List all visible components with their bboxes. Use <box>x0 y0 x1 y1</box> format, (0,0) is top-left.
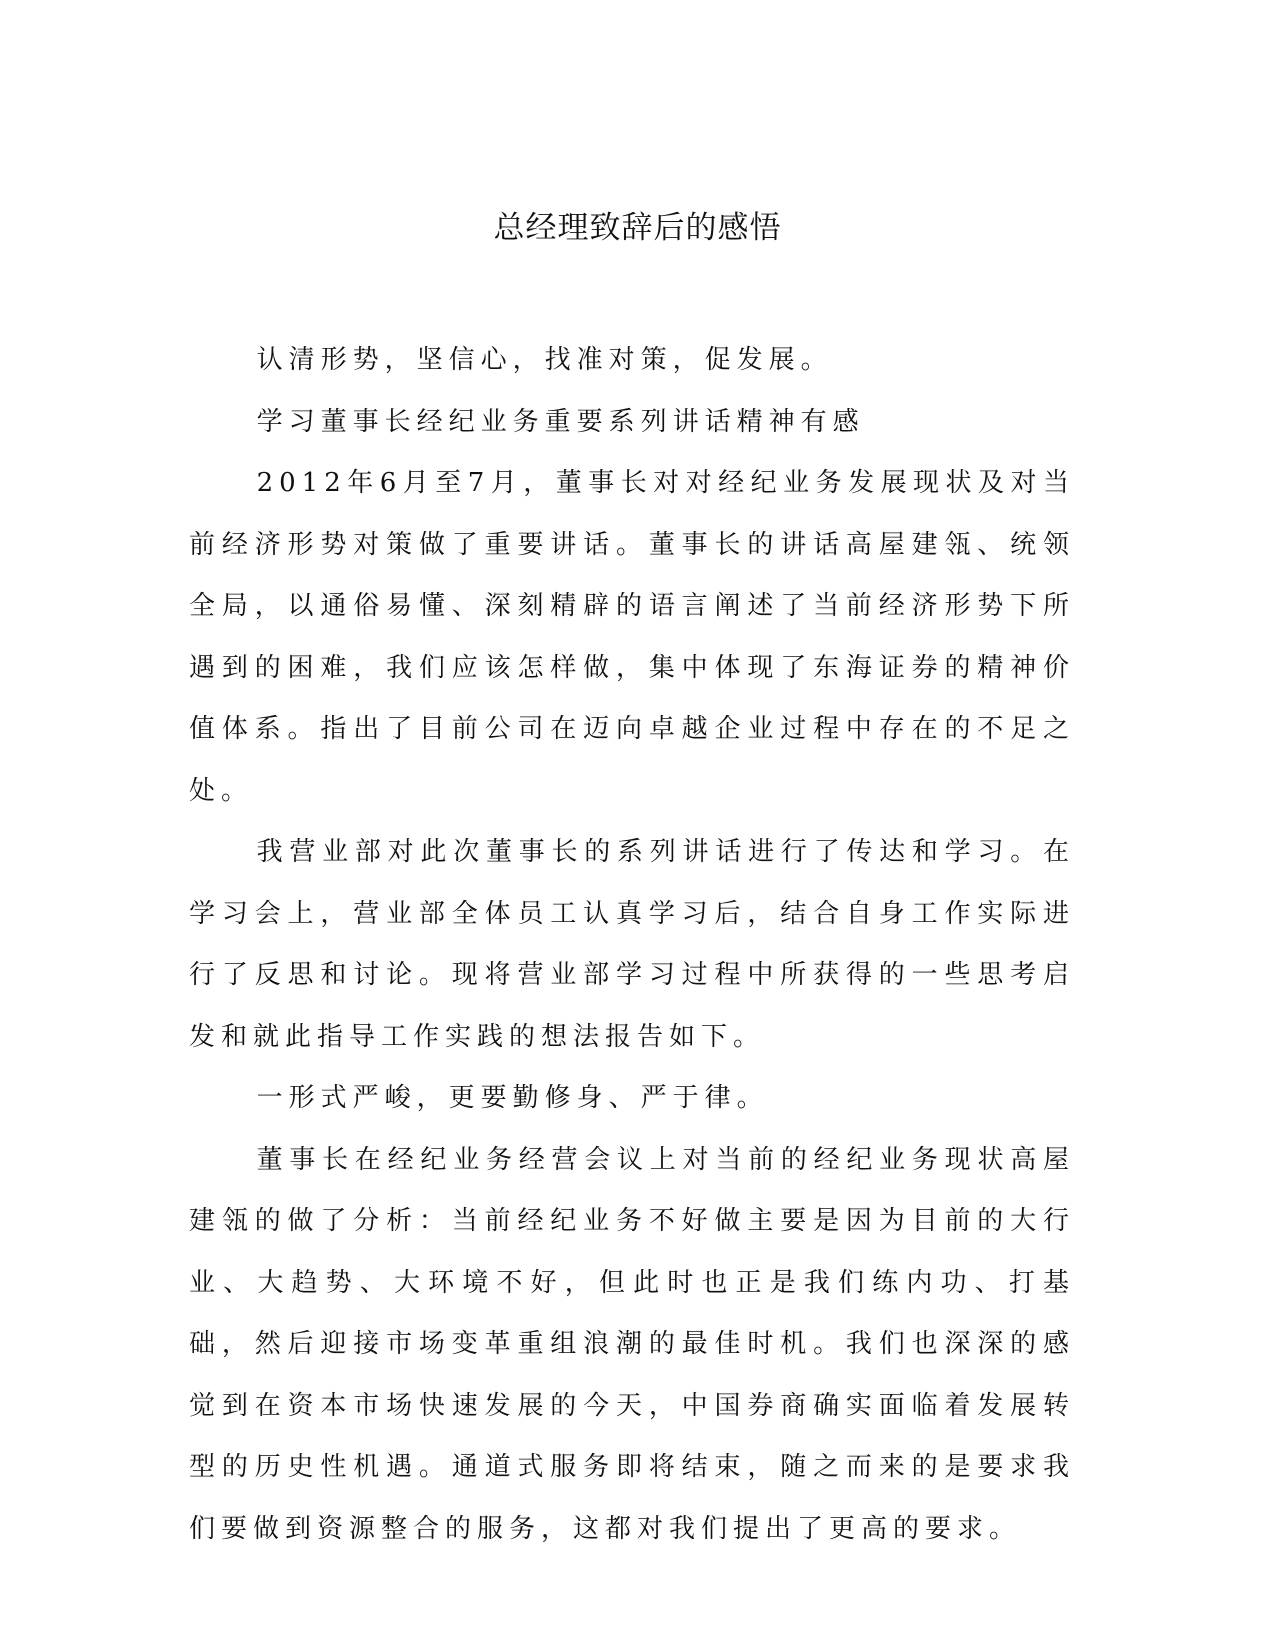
paragraph-slogan: 认清形势，坚信心，找准对策，促发展。 <box>256 345 833 375</box>
document-body <box>189 330 1075 1560</box>
paragraph-intro: 2012年6月至7月，董事长对对经纪业务发展现状及对当前经济形势对策做了重要讲话。董事长的讲话高屋建瓴、统领全局，以通俗易懂、深刻精辟的语言阐述了当前经济形势下所遇到的困难，我们应该怎样做，集中体现了东海证券的精神价值体系。指出了目前公司在迈向卓越企业过程中存在的不足之处。 <box>189 468 1075 806</box>
paragraph-study: 我营业部对此次董事长的系列讲话进行了传达和学习。在学习会上，营业部全体员工认真学习后，结合自身工作实际进行了反思和讨论。现将营业部学习过程中所获得的一些思考启发和就此指导工作实践的想法报告如下。 <box>189 837 1075 1052</box>
paragraph-analysis: 董事长在经纪业务经营会议上对当前的经纪业务现状高屋建瓴的做了分析：当前经纪业务不好做主要是因为目前的大行业、大趋势、大环境不好，但此时也正是我们练内功、打基础，然后迎接市场变革重组浪潮的最佳时机。我们也深深的感觉到在资本市场快速发展的今天，中国券商确实面临着发展转型的历史性机遇。通道式服务即将结束，随之而来的是要求我们要做到资源整合的服务，这都对我们提出了更高的要求。 <box>189 1144 1075 1544</box>
paragraph-subtitle: 学习董事长经纪业务重要系列讲话精神有感 <box>256 406 865 437</box>
document-title: 总经理致辞后的感悟 <box>493 210 782 246</box>
paragraph-section-heading: 一形式严峻，更要勤修身、严于律。 <box>256 1083 769 1113</box>
